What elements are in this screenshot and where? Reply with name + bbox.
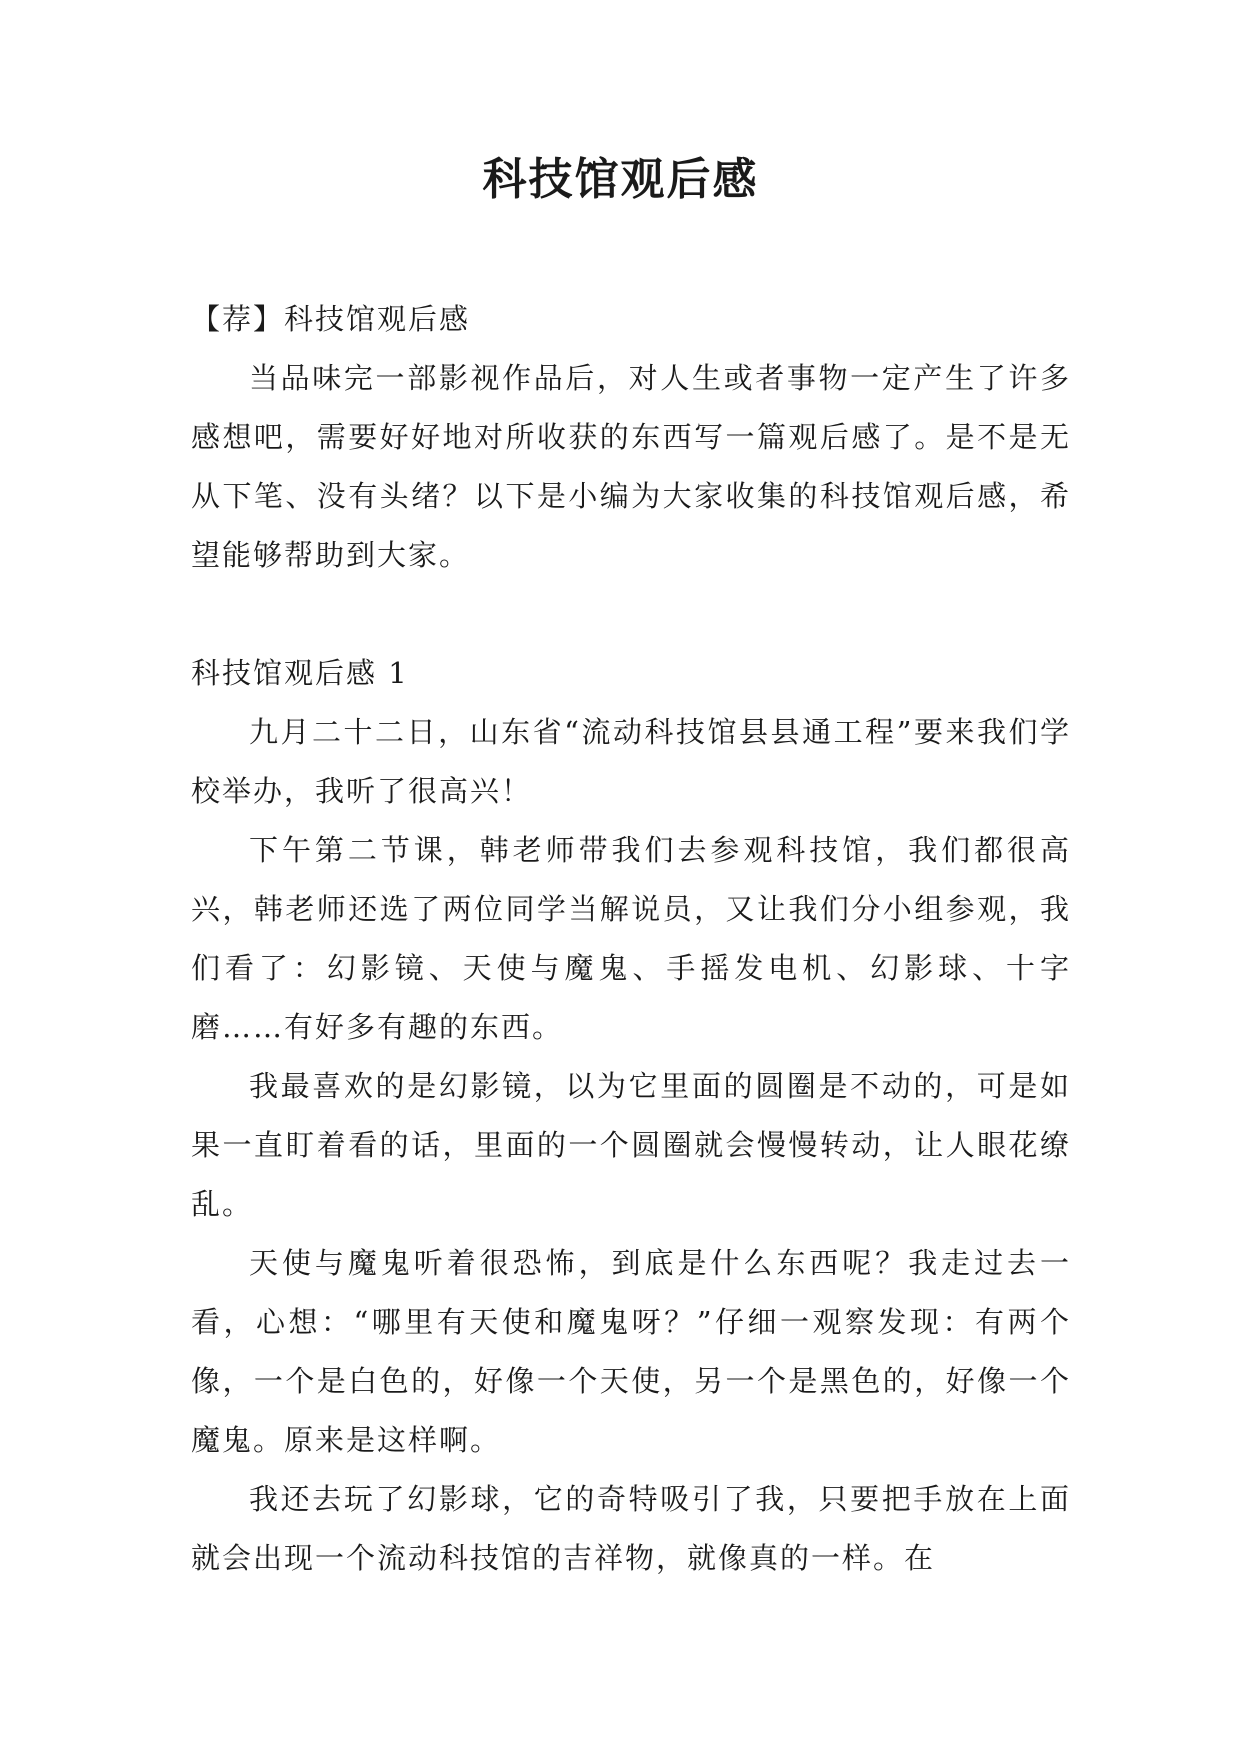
document-title: 科技馆观后感 bbox=[482, 154, 759, 205]
body-paragraph: 我最喜欢的是幻影镜，以为它里面的圆圈是不动的，可是如果一直盯着看的话，里面的一个圆圈就会慢慢转动，让人眼花缭乱。 bbox=[191, 1069, 1071, 1221]
document-body bbox=[191, 290, 1071, 1588]
body-paragraph: 天使与魔鬼听着很恐怖，到底是什么东西呢？我走过去一看，心想：“哪里有天使和魔鬼呀？”仔细一观察发现：有两个像，一个是白色的，好像一个天使，另一个是黑色的，好像一个魔鬼。原来是这样啊。 bbox=[191, 1246, 1071, 1457]
body-paragraph: 下午第二节课，韩老师带我们去参观科技馆，我们都很高兴，韩老师还选了两位同学当解说员，又让我们分小组参观，我们看了：幻影镜、天使与魔鬼、手摇发电机、幻影球、十字磨……有好多有趣的东西。 bbox=[191, 833, 1071, 1044]
intro-heading: 【荐】科技馆观后感 bbox=[191, 302, 471, 336]
section-spacer bbox=[191, 585, 1071, 644]
body-paragraph: 九月二十二日，山东省“流动科技馆县县通工程”要来我们学校举办，我听了很高兴！ bbox=[191, 715, 1071, 808]
section-heading: 科技馆观后感 1 bbox=[191, 656, 409, 690]
intro-paragraph: 当品味完一部影视作品后，对人生或者事物一定产生了许多感想吧，需要好好地对所收获的东西写一篇观后感了。是不是无从下笔、没有头绪？以下是小编为大家收集的科技馆观后感，希望能够帮助到大家。 bbox=[191, 361, 1071, 572]
body-paragraph: 我还去玩了幻影球，它的奇特吸引了我，只要把手放在上面就会出现一个流动科技馆的吉祥物，就像真的一样。在 bbox=[191, 1482, 1071, 1575]
